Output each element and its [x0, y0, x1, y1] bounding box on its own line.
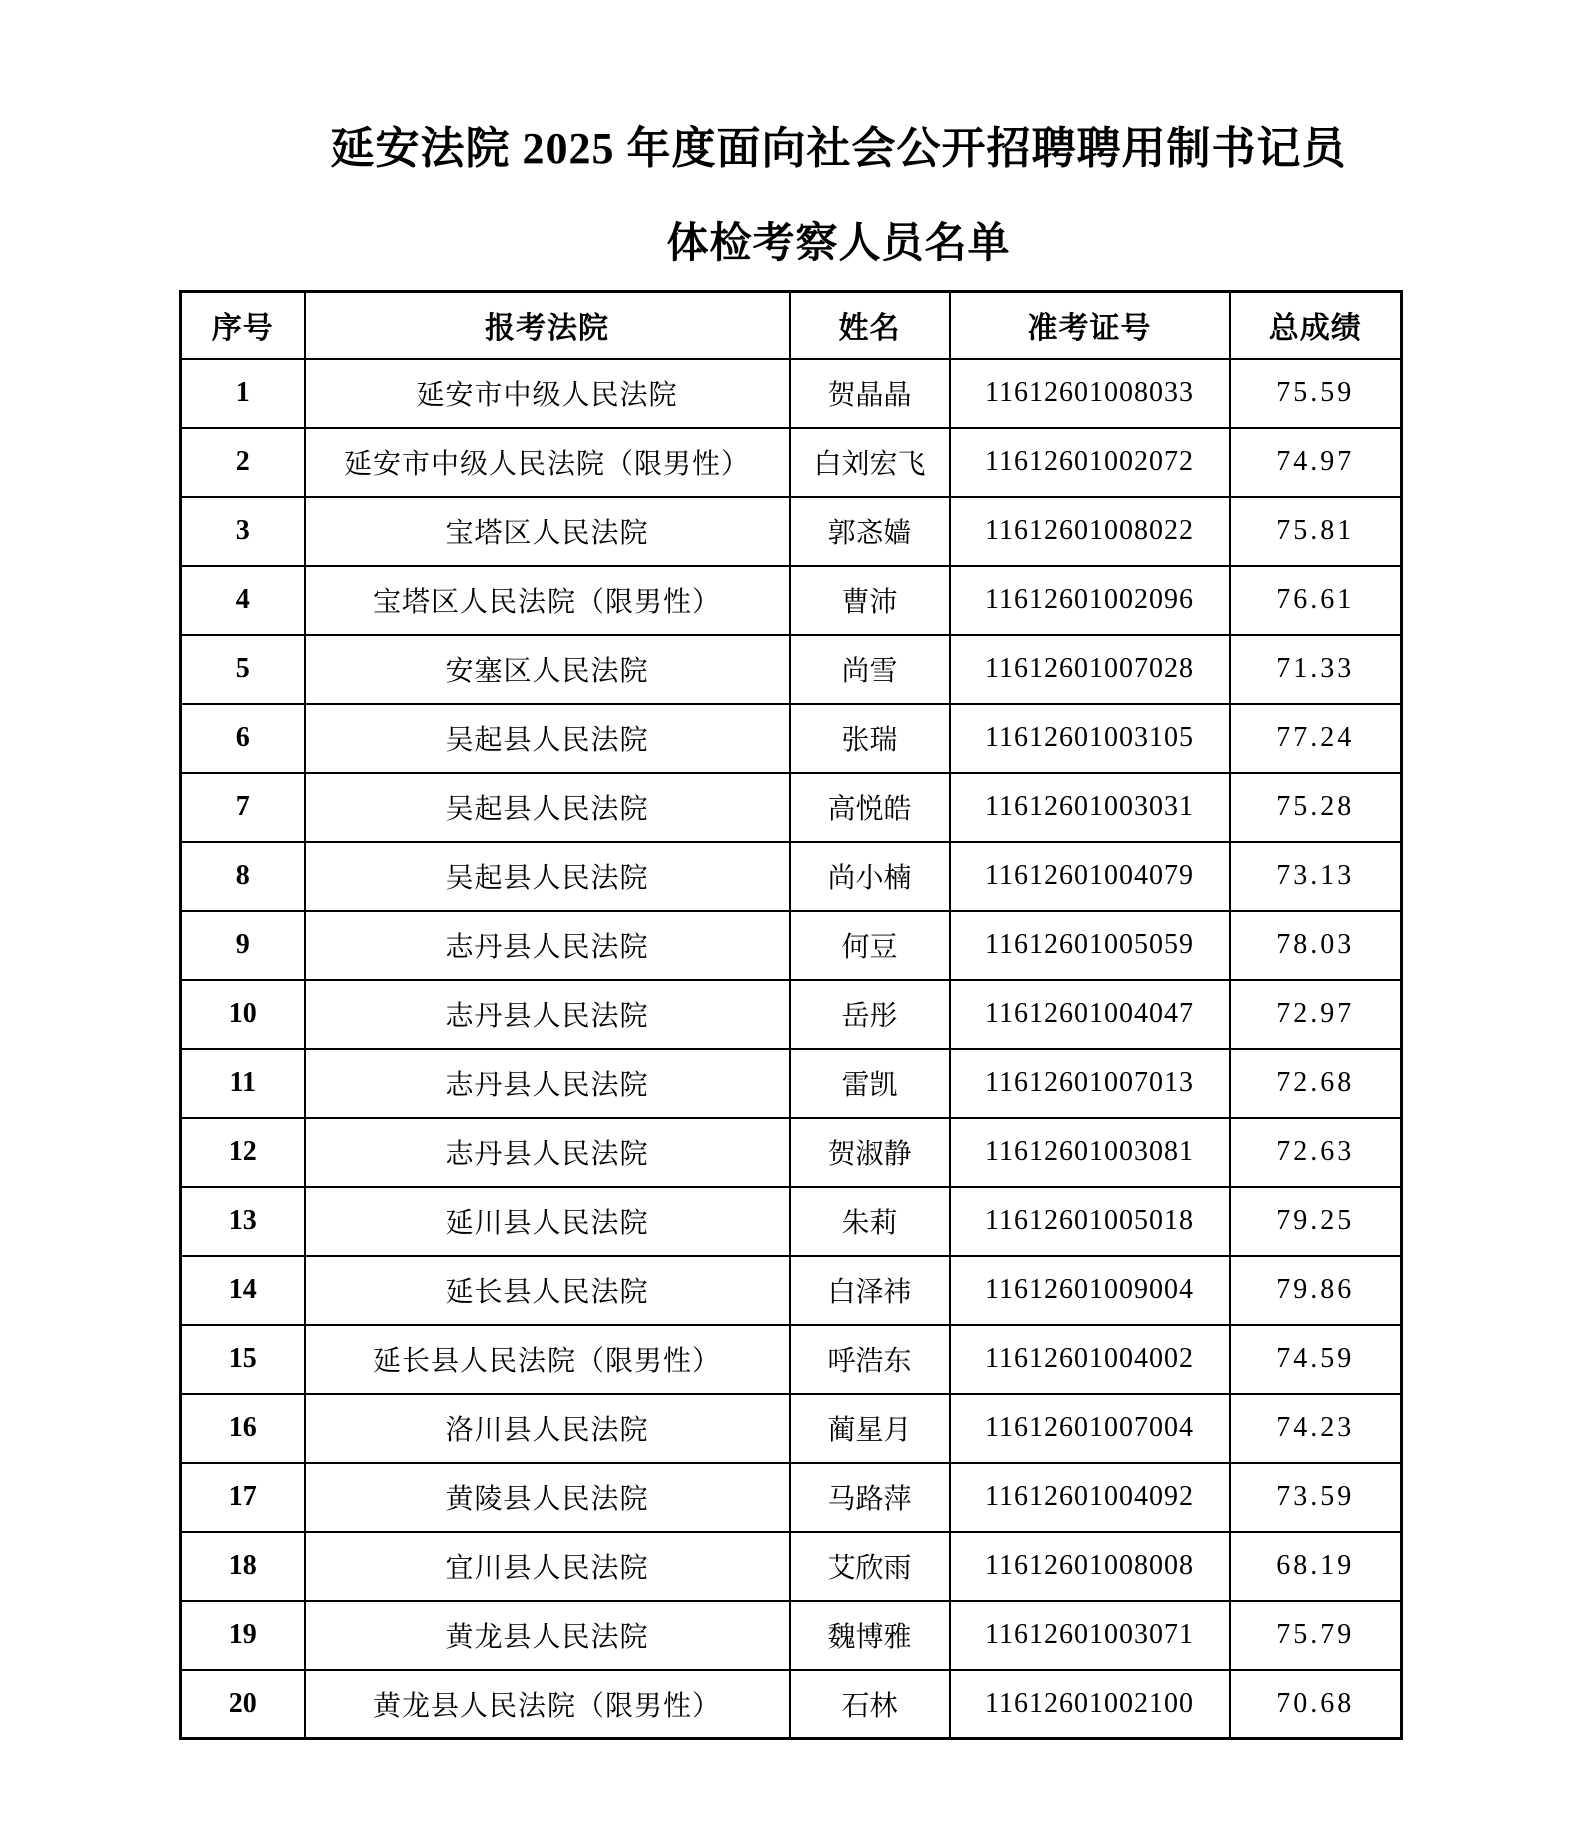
table-row — [181, 980, 1402, 1049]
cell-court: 宝塔区人民法院 — [305, 497, 790, 566]
cell-court: 宝塔区人民法院（限男性） — [305, 566, 790, 635]
table-row — [181, 1187, 1402, 1256]
cell-name: 曹沛 — [790, 566, 950, 635]
cell-court: 延安市中级人民法院 — [305, 359, 790, 428]
cell-ticket: 11612601002072 — [950, 428, 1230, 497]
cell-score: 75.79 — [1230, 1601, 1402, 1670]
cell-name: 朱莉 — [790, 1187, 950, 1256]
cell-score: 72.68 — [1230, 1049, 1402, 1118]
cell-score: 76.61 — [1230, 566, 1402, 635]
cell-ticket: 11612601007013 — [950, 1049, 1230, 1118]
cell-index: 10 — [181, 980, 305, 1049]
roster-table — [179, 290, 1403, 1740]
cell-ticket: 11612601005018 — [950, 1187, 1230, 1256]
cell-ticket: 11612601005059 — [950, 911, 1230, 980]
cell-name: 白刘宏飞 — [790, 428, 950, 497]
cell-name: 贺淑静 — [790, 1118, 950, 1187]
cell-court: 延川县人民法院 — [305, 1187, 790, 1256]
cell-ticket: 11612601003081 — [950, 1118, 1230, 1187]
table-row — [181, 1325, 1402, 1394]
cell-court: 志丹县人民法院 — [305, 1049, 790, 1118]
document-title-line1: 延安法院 2025 年度面向社会公开招聘聘用制书记员 — [330, 124, 1347, 173]
table-row — [181, 1601, 1402, 1670]
table-row — [181, 704, 1402, 773]
cell-index: 2 — [181, 428, 305, 497]
cell-name: 岳彤 — [790, 980, 950, 1049]
cell-index: 6 — [181, 704, 305, 773]
table-header-row — [181, 292, 1402, 359]
cell-index: 14 — [181, 1256, 305, 1325]
cell-index: 5 — [181, 635, 305, 704]
cell-name: 高悦皓 — [790, 773, 950, 842]
cell-score: 73.13 — [1230, 842, 1402, 911]
header-name: 姓名 — [790, 292, 950, 359]
cell-name: 尚雪 — [790, 635, 950, 704]
cell-score: 75.28 — [1230, 773, 1402, 842]
cell-name: 呼浩东 — [790, 1325, 950, 1394]
cell-court: 志丹县人民法院 — [305, 980, 790, 1049]
cell-name: 魏博雅 — [790, 1601, 950, 1670]
cell-court: 志丹县人民法院 — [305, 1118, 790, 1187]
table-row — [181, 1118, 1402, 1187]
cell-index: 11 — [181, 1049, 305, 1118]
header-index: 序号 — [181, 292, 305, 359]
cell-ticket: 11612601002096 — [950, 566, 1230, 635]
cell-ticket: 11612601004002 — [950, 1325, 1230, 1394]
table-row — [181, 1049, 1402, 1118]
cell-court: 黄龙县人民法院（限男性） — [305, 1670, 790, 1739]
cell-index: 15 — [181, 1325, 305, 1394]
table-row — [181, 1532, 1402, 1601]
cell-court: 洛川县人民法院 — [305, 1394, 790, 1463]
cell-name: 郭忞嫱 — [790, 497, 950, 566]
cell-index: 20 — [181, 1670, 305, 1739]
cell-name: 张瑞 — [790, 704, 950, 773]
cell-score: 74.23 — [1230, 1394, 1402, 1463]
cell-ticket: 11612601007028 — [950, 635, 1230, 704]
table-row — [181, 911, 1402, 980]
table-row — [181, 773, 1402, 842]
cell-ticket: 11612601003071 — [950, 1601, 1230, 1670]
header-court: 报考法院 — [305, 292, 790, 359]
table-row — [181, 842, 1402, 911]
cell-index: 18 — [181, 1532, 305, 1601]
cell-ticket: 11612601008022 — [950, 497, 1230, 566]
cell-index: 19 — [181, 1601, 305, 1670]
cell-ticket: 11612601007004 — [950, 1394, 1230, 1463]
cell-court: 延长县人民法院（限男性） — [305, 1325, 790, 1394]
cell-index: 8 — [181, 842, 305, 911]
cell-score: 70.68 — [1230, 1670, 1402, 1739]
table-row — [181, 1394, 1402, 1463]
cell-score: 68.19 — [1230, 1532, 1402, 1601]
cell-court: 吴起县人民法院 — [305, 842, 790, 911]
cell-score: 79.86 — [1230, 1256, 1402, 1325]
cell-name: 马路萍 — [790, 1463, 950, 1532]
cell-ticket: 11612601004092 — [950, 1463, 1230, 1532]
cell-index: 3 — [181, 497, 305, 566]
table-row — [181, 497, 1402, 566]
cell-name: 雷凯 — [790, 1049, 950, 1118]
header-score: 总成绩 — [1230, 292, 1402, 359]
cell-score: 74.59 — [1230, 1325, 1402, 1394]
cell-index: 17 — [181, 1463, 305, 1532]
cell-index: 12 — [181, 1118, 305, 1187]
cell-score: 77.24 — [1230, 704, 1402, 773]
cell-name: 贺晶晶 — [790, 359, 950, 428]
cell-court: 吴起县人民法院 — [305, 773, 790, 842]
cell-court: 志丹县人民法院 — [305, 911, 790, 980]
header-ticket: 准考证号 — [950, 292, 1230, 359]
cell-index: 9 — [181, 911, 305, 980]
cell-name: 石林 — [790, 1670, 950, 1739]
cell-score: 73.59 — [1230, 1463, 1402, 1532]
table-row — [181, 1670, 1402, 1739]
cell-court: 延安市中级人民法院（限男性） — [305, 428, 790, 497]
cell-score: 72.63 — [1230, 1118, 1402, 1187]
cell-name: 尚小楠 — [790, 842, 950, 911]
cell-score: 79.25 — [1230, 1187, 1402, 1256]
cell-ticket: 11612601008033 — [950, 359, 1230, 428]
cell-index: 1 — [181, 359, 305, 428]
cell-ticket: 11612601004079 — [950, 842, 1230, 911]
table-row — [181, 566, 1402, 635]
cell-ticket: 11612601008008 — [950, 1532, 1230, 1601]
cell-ticket: 11612601003105 — [950, 704, 1230, 773]
cell-name: 何豆 — [790, 911, 950, 980]
cell-index: 13 — [181, 1187, 305, 1256]
cell-court: 延长县人民法院 — [305, 1256, 790, 1325]
cell-index: 4 — [181, 566, 305, 635]
cell-ticket: 11612601004047 — [950, 980, 1230, 1049]
cell-name: 白泽祎 — [790, 1256, 950, 1325]
cell-score: 78.03 — [1230, 911, 1402, 980]
cell-court: 宜川县人民法院 — [305, 1532, 790, 1601]
cell-score: 74.97 — [1230, 428, 1402, 497]
cell-court: 黄龙县人民法院 — [305, 1601, 790, 1670]
cell-score: 72.97 — [1230, 980, 1402, 1049]
table-row — [181, 428, 1402, 497]
cell-court: 安塞区人民法院 — [305, 635, 790, 704]
table-row — [181, 1463, 1402, 1532]
cell-court: 吴起县人民法院 — [305, 704, 790, 773]
cell-ticket: 11612601002100 — [950, 1670, 1230, 1739]
cell-court: 黄陵县人民法院 — [305, 1463, 790, 1532]
table-row — [181, 1256, 1402, 1325]
table-row — [181, 359, 1402, 428]
table-row — [181, 635, 1402, 704]
cell-index: 7 — [181, 773, 305, 842]
cell-ticket: 11612601009004 — [950, 1256, 1230, 1325]
document-title-line2: 体检考察人员名单 — [666, 221, 1011, 267]
cell-index: 16 — [181, 1394, 305, 1463]
cell-ticket: 11612601003031 — [950, 773, 1230, 842]
cell-score: 75.81 — [1230, 497, 1402, 566]
cell-name: 蔺星月 — [790, 1394, 950, 1463]
cell-score: 71.33 — [1230, 635, 1402, 704]
cell-name: 艾欣雨 — [790, 1532, 950, 1601]
cell-score: 75.59 — [1230, 359, 1402, 428]
